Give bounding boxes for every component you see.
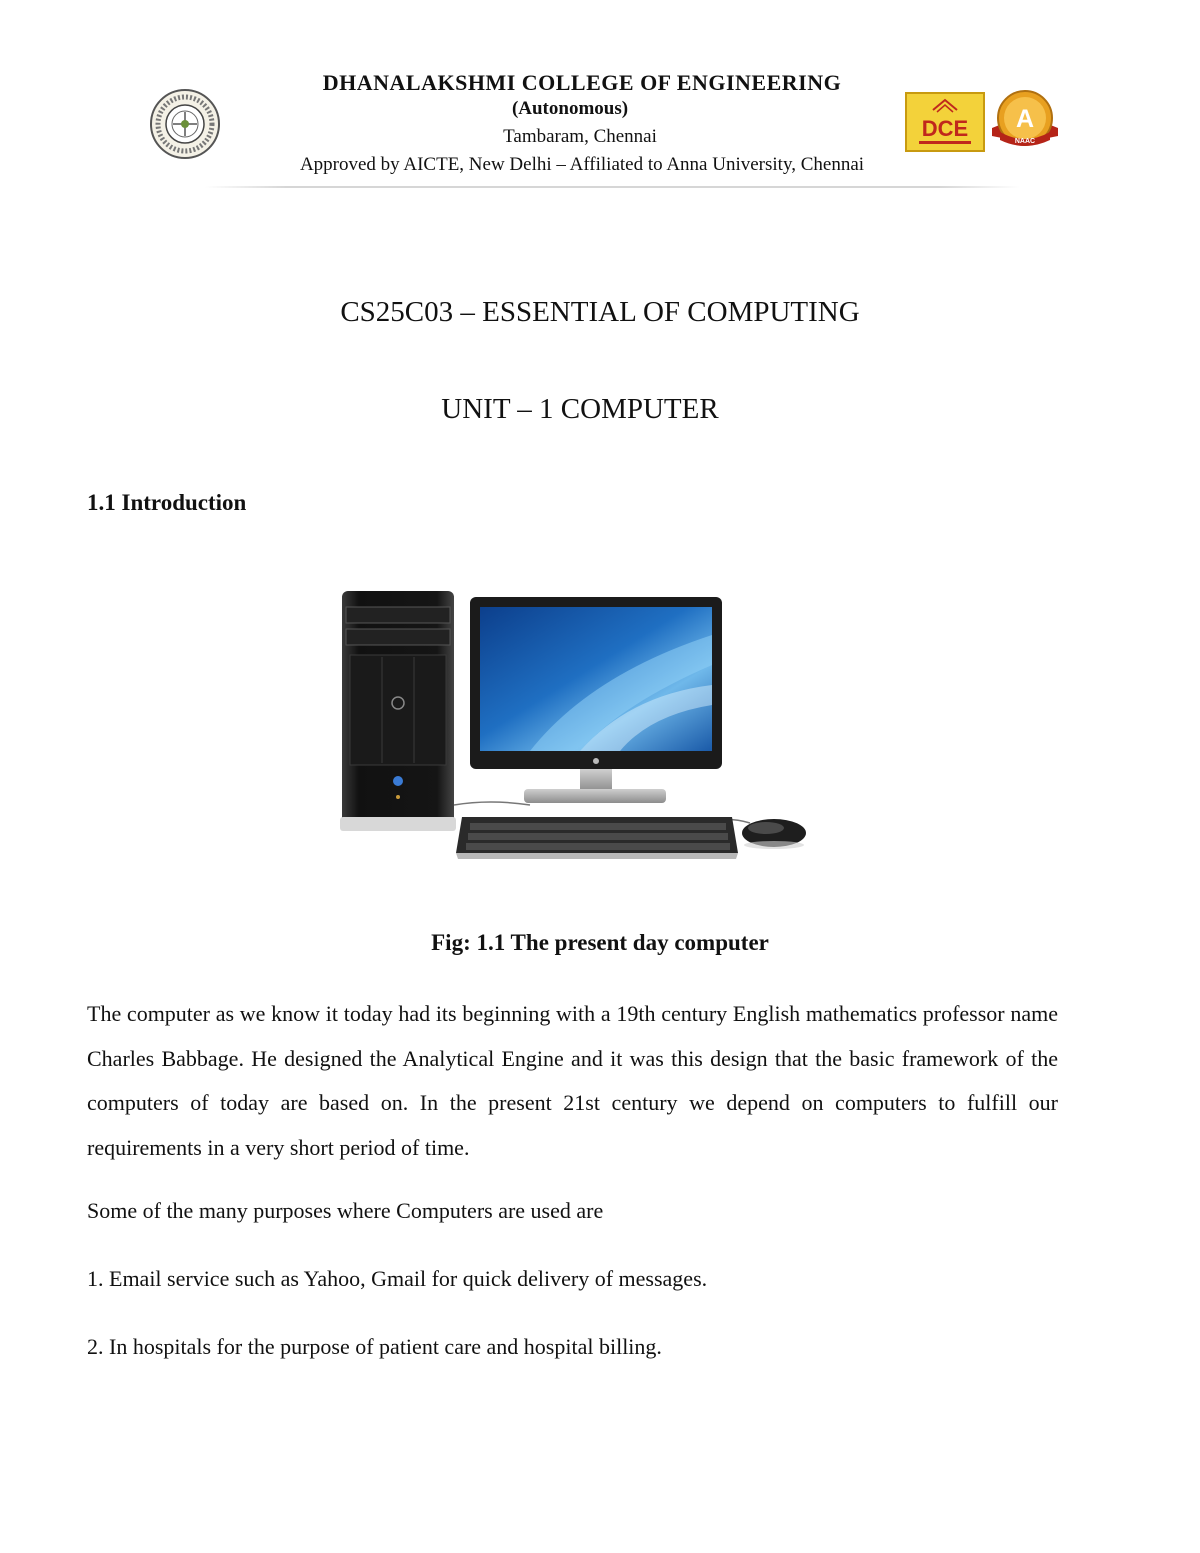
college-status: (Autonomous) bbox=[511, 98, 629, 119]
dce-logo-text: DCE bbox=[921, 116, 969, 141]
list-item: 1. Email service such as Yahoo, Gmail for quick delivery of messages. bbox=[87, 1266, 708, 1291]
section-heading: 1.1 Introduction bbox=[87, 490, 247, 515]
purposes-intro: Some of the many purposes where Computers are used are bbox=[87, 1198, 604, 1223]
college-approval: Approved by AICTE, New Delhi – Affiliated to Anna University, Chennai bbox=[299, 154, 865, 175]
list-item: 2. In hospitals for the purpose of patient care and hospital billing. bbox=[87, 1334, 662, 1359]
monitor bbox=[470, 597, 722, 803]
computer-illustration bbox=[330, 585, 820, 865]
unit-title: UNIT – 1 COMPUTER bbox=[441, 393, 719, 425]
dce-logo bbox=[905, 92, 985, 152]
naac-label: NAAC bbox=[1014, 138, 1036, 145]
course-title: CS25C03 – ESSENTIAL OF COMPUTING bbox=[340, 296, 860, 328]
college-name: DHANALAKSHMI COLLEGE OF ENGINEERING bbox=[322, 70, 842, 95]
intro-paragraph: The computer as we know it today had its beginning with a 19th century English mathematics professor name Charles Babbage. He designed the Analytical Engine and it was this design that the basic framework of the computers of today are based on. In the present 21st century we depend on computers to fulfill our requirements in a very short period of time. bbox=[87, 1001, 1058, 1160]
figure-caption: Fig: 1.1 The present day computer bbox=[431, 930, 769, 955]
cpu-tower bbox=[340, 591, 456, 831]
keyboard bbox=[456, 817, 738, 859]
naac-badge bbox=[988, 88, 1062, 150]
college-location: Tambaram, Chennai bbox=[503, 126, 657, 147]
header-divider bbox=[205, 186, 1020, 188]
mouse bbox=[742, 819, 806, 849]
naac-grade: A bbox=[1015, 105, 1035, 133]
